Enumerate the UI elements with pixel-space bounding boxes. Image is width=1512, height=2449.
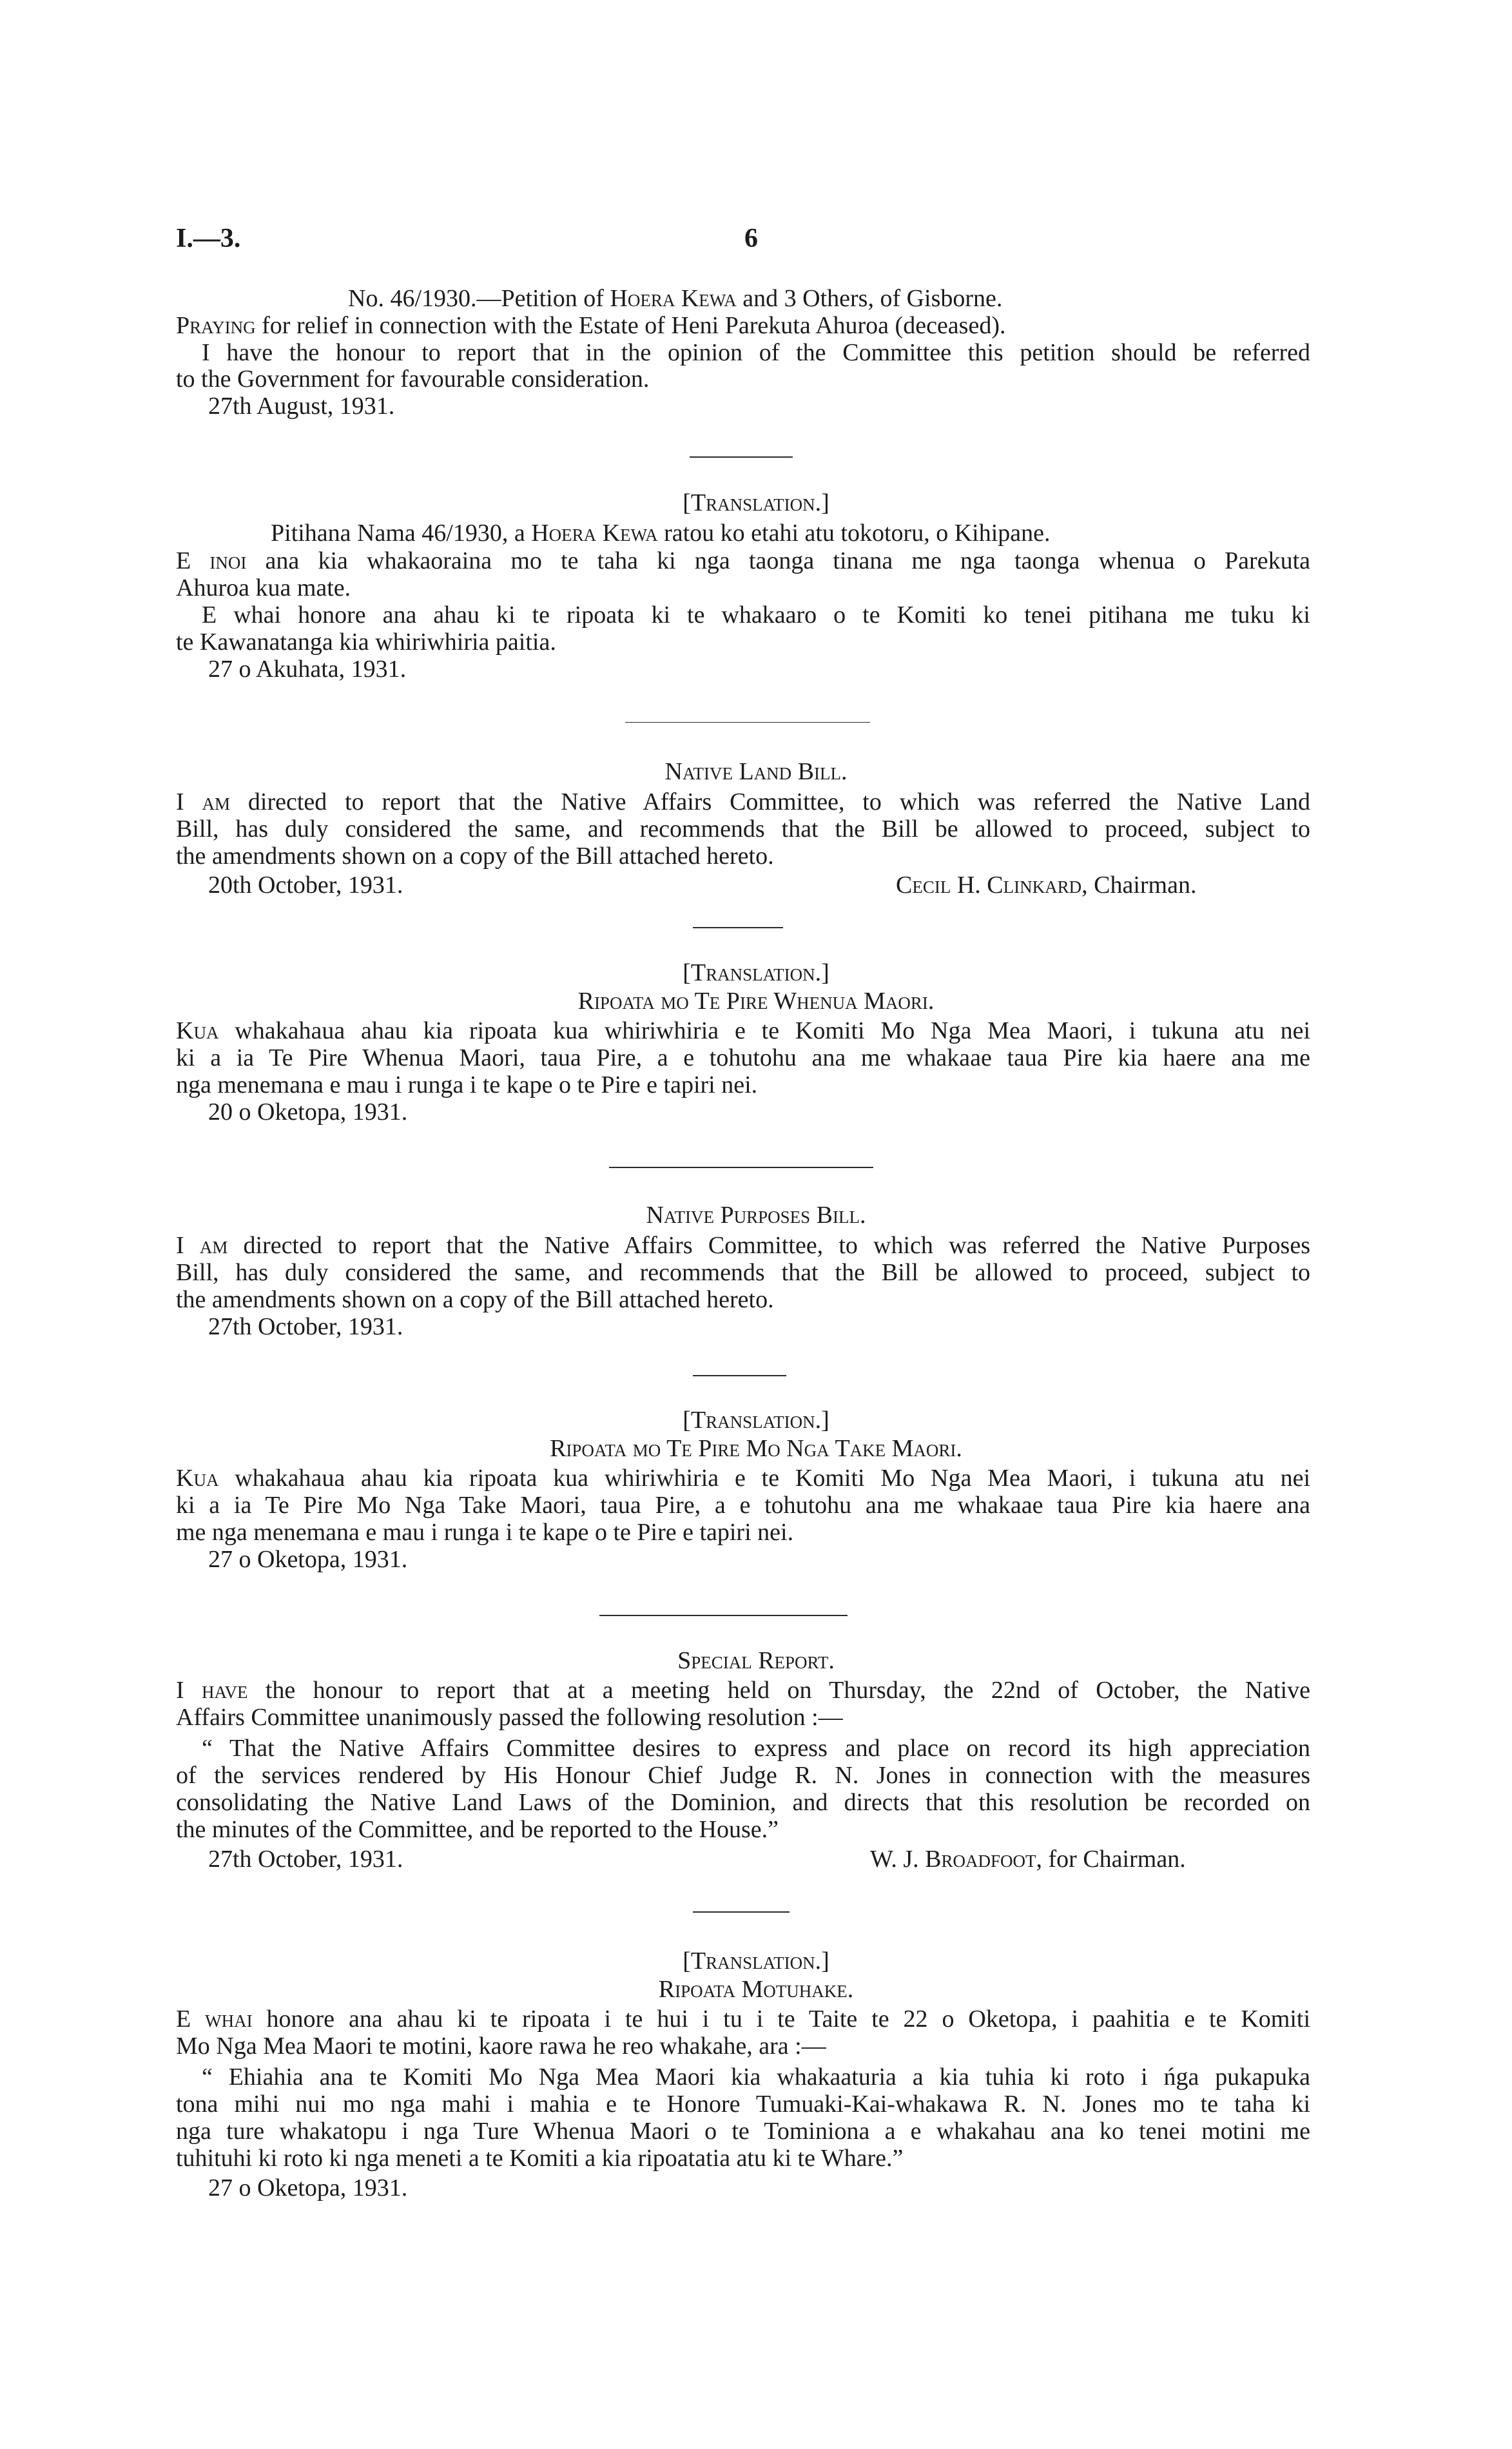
- report-date: 27th October, 1931.: [208, 1846, 403, 1873]
- resolution-line: tona mihi nui mo nga mahi i mahia e te Honore Tumuaki-Kai-whakawa R. N. Jones mo te taha ki: [176, 2091, 1310, 2118]
- section-title: Special Report.: [677, 1647, 835, 1674]
- petition-report-line: I have the honour to report that in the opinion of the Committee this petition should be referred: [202, 339, 1310, 366]
- document-reference: I.—3.: [176, 224, 241, 253]
- report-line: Kua whakahaua ahau kia ripoata kua whiriwhiria e te Komiti Mo Nga Mea Maori, i tukuna atu nei: [176, 1017, 1310, 1044]
- petition-report-line: to the Government for favourable consideration.: [176, 366, 650, 393]
- section-title: Native Land Bill.: [664, 758, 848, 785]
- translation-label: [Translation.]: [683, 1947, 829, 1975]
- report-line: I am directed to report that the Native Affairs Committee, to which was referred the Native Land: [176, 788, 1310, 815]
- translation-inoi-line: E inoi ana kia whakaoraina mo te taha ki nga taonga tinana me nga taonga whenua o Parekuta: [176, 547, 1310, 574]
- section-divider: [693, 1911, 790, 1913]
- section-divider: [609, 1167, 873, 1168]
- resolution-line: “ Ehiahia ana te Komiti Mo Nga Mea Maori kia whakaaturia a kia tuhia ki roto i ńga pukapuka: [202, 2064, 1310, 2091]
- report-line: I am directed to report that the Native Affairs Committee, to which was referred the Native Purposes: [176, 1232, 1310, 1259]
- report-line: Bill, has duly considered the same, and recommends that the Bill be allowed to proceed, subject to: [176, 1259, 1310, 1286]
- section-divider: [693, 1375, 786, 1376]
- section-title: Ripoata mo Te Pire Mo Nga Take Maori.: [550, 1435, 962, 1462]
- translation-date: 27 o Akuhata, 1931.: [208, 656, 407, 683]
- translation-heading: Pitihana Nama 46/1930, a Hoera Kewa ratou ko etahi atu tokotoru, o Kihipane.: [271, 520, 1051, 547]
- translation-label: [Translation.]: [683, 1407, 829, 1434]
- report-line: the amendments shown on a copy of the Bill attached hereto.: [176, 843, 774, 870]
- report-line: Mo Nga Mea Maori te motini, kaore rawa he reo whakahe, ara :—: [176, 2033, 826, 2060]
- section-divider: [690, 456, 793, 458]
- translation-label: [Translation.]: [683, 959, 829, 986]
- report-line: Bill, has duly considered the same, and recommends that the Bill be allowed to proceed, subject to: [176, 815, 1310, 843]
- report-date: 27 o Oketopa, 1931.: [208, 1546, 408, 1573]
- section-divider: [625, 722, 870, 723]
- signature-line: Cecil H. Clinkard, Chairman.: [896, 872, 1197, 899]
- section-divider: [693, 927, 783, 928]
- translation-report-line: E whai honore ana ahau ki te ripoata ki te whakaaro o te Komiti ko tenei pitihana me tuku ki: [202, 601, 1310, 629]
- resolution-line: consolidating the Native Land Laws of the Dominion, and directs that this resolution be recorded on: [176, 1789, 1310, 1816]
- section-title: Native Purposes Bill.: [646, 1202, 866, 1229]
- translation-report-line: te Kawanatanga kia whiriwhiria paitia.: [176, 629, 556, 656]
- section-title: Ripoata Motuhake.: [658, 1976, 854, 2003]
- report-line: nga menemana e mau i runga i te kape o te Pire e tapiri nei.: [176, 1071, 758, 1098]
- petition-praying: Praying for relief in connection with the Estate of Heni Parekuta Ahuroa (deceased).: [176, 312, 1006, 339]
- report-line: the amendments shown on a copy of the Bill attached hereto.: [176, 1286, 774, 1313]
- translation-label: [Translation.]: [683, 489, 829, 516]
- signature-line: W. J. Broadfoot, for Chairman.: [870, 1846, 1186, 1873]
- resolution-line: of the services rendered by His Honour Chief Judge R. N. Jones in connection with the measures: [176, 1762, 1310, 1789]
- report-date: 20 o Oketopa, 1931.: [208, 1098, 408, 1126]
- report-date: 20th October, 1931.: [208, 872, 403, 899]
- petitioner-name: Hoera Kewa: [610, 285, 737, 312]
- resolution-line: tuhituhi ki roto ki nga meneti a te Komiti a kia ripoatatia atu ki te Whare.”: [176, 2145, 904, 2172]
- translation-inoi-line: Ahuroa kua mate.: [176, 574, 351, 601]
- resolution-line: “ That the Native Affairs Committee desires to express and place on record its high appreciation: [202, 1735, 1310, 1762]
- section-title: Ripoata mo Te Pire Whenua Maori.: [577, 988, 935, 1015]
- report-line: me nga menemana e mau i runga i te kape o te Pire e tapiri nei.: [176, 1519, 794, 1546]
- section-divider: [599, 1615, 848, 1616]
- petition-heading: No. 46/1930.—Petition of Hoera Kewa and 3 Others, of Gisborne.: [348, 285, 1003, 312]
- report-line: Kua whakahaua ahau kia ripoata kua whiriwhiria e te Komiti Mo Nga Mea Maori, i tukuna atu nei: [176, 1465, 1310, 1492]
- page-number: 6: [744, 224, 758, 253]
- report-line: Affairs Committee unanimously passed the following resolution :—: [176, 1704, 843, 1731]
- report-date: 27th October, 1931.: [208, 1313, 403, 1340]
- report-date: 27 o Oketopa, 1931.: [208, 2174, 408, 2201]
- report-line: ki a ia Te Pire Whenua Maori, taua Pire, a e tohutohu ana me whakaae taua Pire kia haere ana me: [176, 1044, 1310, 1071]
- petition-date: 27th August, 1931.: [208, 393, 395, 420]
- report-line: E whai honore ana ahau ki te ripoata i te hui i tu i te Taite te 22 o Oketopa, i paahitia e te Komiti: [176, 2005, 1310, 2033]
- resolution-line: nga ture whakatopu i nga Ture Whenua Maori o te Tominiona a e whakahau ana ko tenei motini me: [176, 2118, 1310, 2145]
- report-line: I have the honour to report that at a meeting held on Thursday, the 22nd of October, the Native: [176, 1677, 1310, 1704]
- resolution-line: the minutes of the Committee, and be reported to the House.”: [176, 1816, 779, 1843]
- report-line: ki a ia Te Pire Mo Nga Take Maori, taua Pire, a e tohutohu ana me whakaae taua Pire kia haere ana: [176, 1492, 1310, 1519]
